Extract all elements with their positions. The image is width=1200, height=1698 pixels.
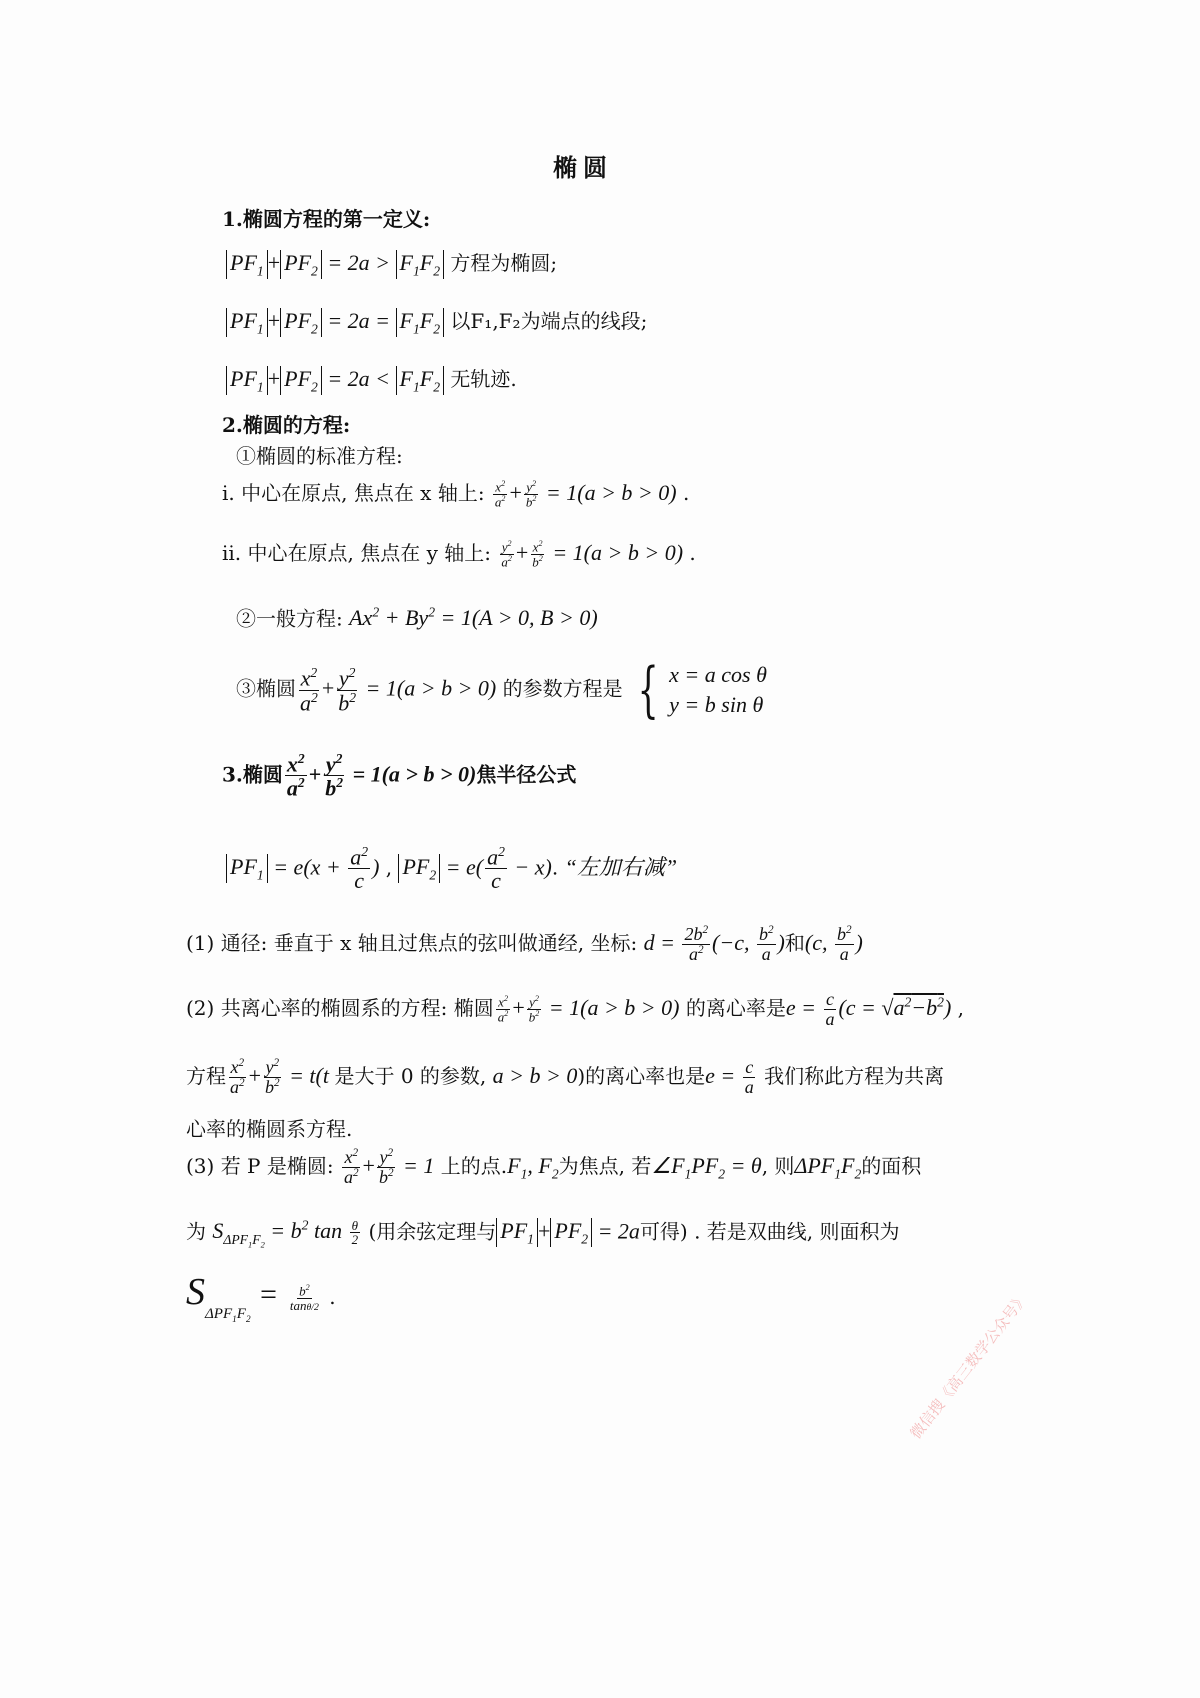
eccentricity-line-2-d: 我们称此方程为共离 bbox=[764, 1063, 945, 1088]
page-title: 椭圆 bbox=[553, 153, 613, 182]
latus-rectum-label: (1) 通径: 垂直于 x 轴且过焦点的弦叫做通经, 坐标: bbox=[186, 930, 638, 955]
eccentricity-mid: 的离心率是 bbox=[685, 995, 786, 1020]
parametric-label-a: ③椭圆 bbox=[236, 676, 296, 701]
definition-line-2-text: 以F₁,F₂为端点的线段; bbox=[450, 309, 648, 333]
focal-triangle-line-2-c: 可得) . 若是双曲线, 则面积为 bbox=[639, 1219, 900, 1244]
eccentricity-line-1: (2) 共离心率的椭圆系的方程: 椭圆 $\frac{x^2}{a^2}$ + $\frac{y^2}{b^2}$ = 1(a > b > 0) 的离心率是e = $\frac{c}{a}$ $(c = √a^2-b^2)$ , bbox=[186, 989, 965, 1029]
definition-line-3-text: 无轨迹. bbox=[450, 367, 517, 391]
standard-equation-label: ①椭圆的标准方程: bbox=[236, 444, 403, 468]
standard-y-axis-line: ii. 中心在原点, 焦点在 y 轴上: $\frac{y^2}{a^2}$ + $\frac{x^2}{b^2}$ = 1(a > b > 0) . bbox=[222, 539, 696, 570]
eccentricity-label: (2) 共离心率的椭圆系的方程: 椭圆 bbox=[186, 995, 494, 1020]
focal-triangle-line-2-b: (用余弦定理与 bbox=[368, 1219, 497, 1244]
section3-heading-a: 3.椭圆 bbox=[222, 762, 283, 787]
eccentricity-line-2-b: 是大于 0 的参数, bbox=[334, 1063, 487, 1088]
parametric-equation-line: ③椭圆 $\frac{x^2}{a^2}$ + $\frac{y^2}{b^2}$ = 1(a > b > 0) 的参数方程是 { x = a cos θ y = b sin θ bbox=[236, 655, 767, 725]
standard-x-axis-line: i. 中心在原点, 焦点在 x 轴上: $\frac{x^2}{a^2}$ + $\frac{y^2}{b^2}$ = 1(a > b > 0) . bbox=[222, 479, 690, 510]
definition-line-1: $PF_1 + PF_2 = 2a > F_1F_2$ 方程为椭圆; bbox=[226, 250, 557, 279]
section2-heading: 2.椭圆的方程: bbox=[222, 413, 351, 437]
section1-heading: 1.椭圆方程的第一定义: bbox=[222, 207, 431, 231]
section3-heading-b: 焦半径公式 bbox=[476, 762, 577, 787]
focal-radius-note: “左加右减” bbox=[564, 854, 678, 880]
eccentricity-line-3: 心率的椭圆系方程. bbox=[186, 1117, 353, 1141]
standard-y-axis-text: ii. 中心在原点, 焦点在 y 轴上: bbox=[222, 540, 491, 565]
focal-triangle-line-1: (3) 若 P 是椭圆: $\frac{x^2}{a^2}$ + $\frac{y^2}{b^2}$ = 1 上的点$.F_1$, $F_2$为焦点, 若$\angle F_1PF_2 = \theta$, 则$\Delta PF_1F_2$的面积 bbox=[186, 1147, 922, 1187]
focal-triangle-b: 上的点. bbox=[440, 1153, 508, 1178]
eccentricity-line-2: 方程 $\frac{x^2}{a^2}$ + $\frac{y^2}{b^2}$ = t(t 是大于 0 的参数, a > b > 0)的离心率也是e = $\frac{c}{a}$ 我们称此方程为共离 bbox=[186, 1057, 945, 1097]
focal-triangle-d: , 则 bbox=[761, 1153, 795, 1178]
hyperbola-area-formula: $S_{\Delta PF_1F_2}$ = $\frac{b^2}{\tan\theta/2}$ . bbox=[186, 1271, 336, 1325]
section3-heading-line: 3.椭圆 $\frac{x^2}{a^2}$ + $\frac{y^2}{b^2}$ = 1(a > b > 0)焦半径公式 bbox=[222, 751, 577, 801]
standard-x-axis-text: i. 中心在原点, 焦点在 x 轴上: bbox=[222, 480, 485, 505]
definition-line-3: $PF_1 + PF_2 = 2a < F_1F_2$ 无轨迹. bbox=[226, 366, 517, 395]
focal-triangle-c: 为焦点, 若 bbox=[558, 1153, 652, 1178]
latus-rectum-and: 和 bbox=[784, 930, 805, 955]
focal-triangle-e: 的面积 bbox=[861, 1153, 922, 1178]
definition-line-2: $PF_1 + PF_2 = 2a = F_1F_2$ 以F₁,F₂为端点的线段; bbox=[226, 308, 647, 337]
focal-triangle-a: (3) 若 P 是椭圆: bbox=[186, 1153, 334, 1178]
parametric-label-b: 的参数方程是 bbox=[502, 676, 623, 701]
focal-triangle-line-2-a: 为 bbox=[186, 1219, 206, 1244]
watermark-text: 微信搜《高三数学公众号》 bbox=[906, 1289, 1032, 1443]
definition-line-1-text: 方程为椭圆; bbox=[450, 251, 558, 275]
eccentricity-line-2-a: 方程 bbox=[186, 1063, 226, 1088]
eccentricity-line-2-c: )的离心率也是 bbox=[577, 1063, 706, 1088]
general-equation-line: ②一般方程: $Ax^2 + By^2 = 1(A > 0$, B > 0) bbox=[236, 605, 598, 631]
latus-rectum-line: (1) 通径: 垂直于 x 轴且过焦点的弦叫做通经, 坐标: d = $\frac{2b^2}{a^2}$ (−c, $\frac{b^2}{a}$ )和(c, $\frac{b^2}{a}$ ) bbox=[186, 924, 863, 964]
general-equation-label: ②一般方程: bbox=[236, 606, 343, 631]
focal-triangle-line-2: 为 $S_{\Delta PF_1F_2} = b^2$ tan $\frac{\theta}{2}$ (用余弦定理与 $PF_1 + PF_2 = 2a$可得) . 若是双曲线, 则面积为 bbox=[186, 1217, 900, 1250]
focal-radius-line: $PF_1 = e(x$ + $\frac{a^2}{c}$ ) , $PF_2 = e$( $\frac{a^2}{c}$ − x). “左加右减” bbox=[226, 845, 677, 893]
